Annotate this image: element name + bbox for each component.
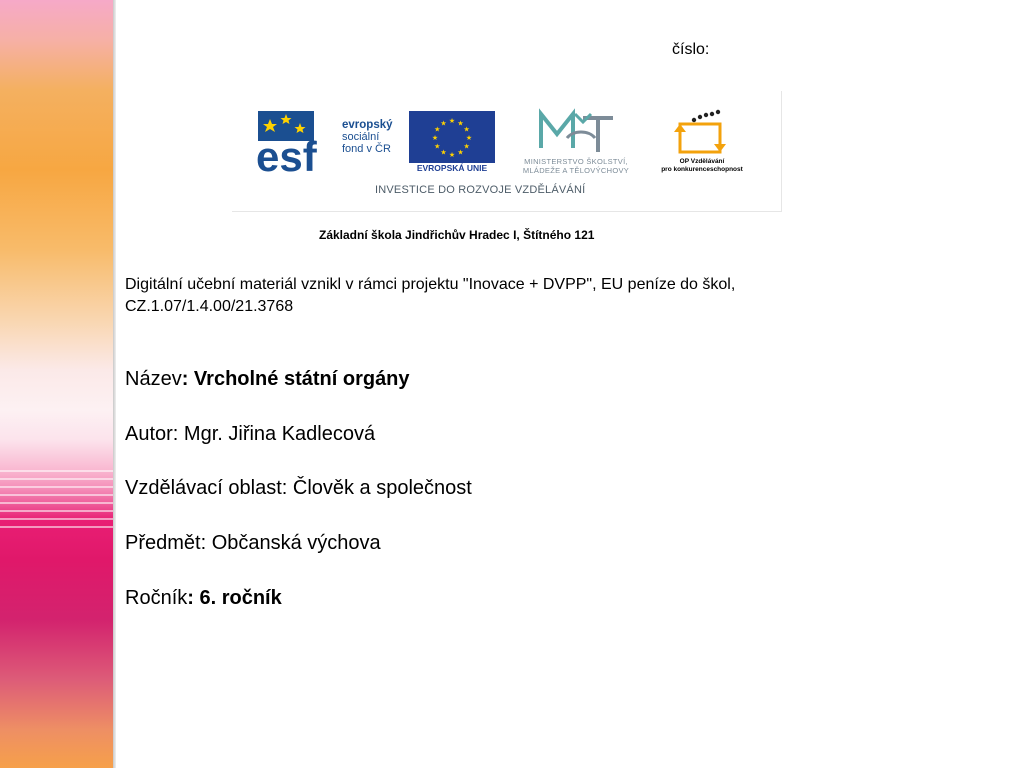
svg-text:★: ★ [457,119,464,128]
title-value: : Vrcholné státní orgány [181,368,410,390]
grade-label: Ročník [125,587,188,609]
decorative-sidebar [0,0,113,768]
op-vzdelavani-logo [672,108,732,156]
logo-banner [232,91,782,212]
svg-text:★: ★ [434,125,441,134]
project-description: Digitální učební materiál vznikl v rámci projektu "Inovace + DVPP", EU peníze do škol, CZ.1.07/1.4.00/21.3768 [125,276,736,315]
op-caption: OP Vzdělávání pro konkurenceschopnost [661,158,743,173]
svg-text:★: ★ [448,117,456,125]
subject-field: Předmět: Občanská výchova [125,532,381,554]
svg-text:esf: esf [256,133,317,179]
eu-flag-icon [409,111,495,163]
eu-caption: EVROPSKÁ UNIE [416,163,488,173]
grade-value: : 6. ročník [187,587,282,609]
svg-text:★: ★ [465,134,473,142]
svg-text:★: ★ [434,142,441,151]
svg-text:★: ★ [440,148,447,157]
svg-text:★: ★ [431,134,439,142]
area-field: Vzdělávací oblast: Člověk a společnost [125,477,472,499]
svg-text:★: ★ [457,148,464,157]
sidebar-shadow [113,0,116,768]
title-field [125,368,410,391]
svg-text:★: ★ [440,119,447,128]
svg-text:★: ★ [463,142,470,151]
slide-number-label: číslo: [672,41,710,58]
grade-field [125,587,282,610]
author-field: Autor: Mgr. Jiřina Kadlecová [125,423,376,445]
esf-logo-text: evropský sociální fond v ČR [342,119,393,155]
msmt-caption: MINISTERSTVO ŠKOLSTVÍ, MLÁDEŽE A TĚLOVÝCHOVY [522,157,630,175]
svg-text:★: ★ [463,125,470,134]
msmt-logo [537,108,617,156]
banner-tagline: INVESTICE DO ROZVOJE VZDĚLÁVÁNÍ [375,184,586,196]
school-name: Základní škola Jindřichův Hradec I, Štítného 121 [319,228,595,242]
svg-text:★: ★ [448,151,456,159]
title-label: Název [125,368,182,390]
